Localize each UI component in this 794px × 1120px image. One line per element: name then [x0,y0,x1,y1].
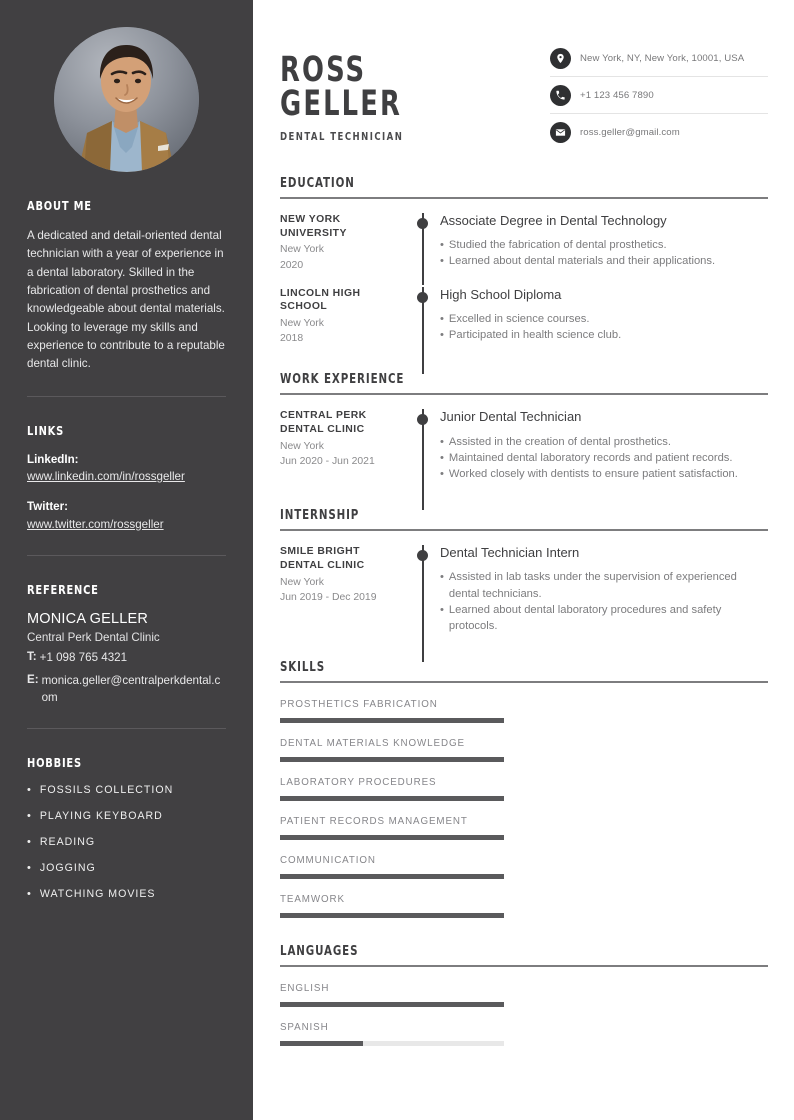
contact-address: New York, NY, New York, 10001, USA [580,53,745,64]
bar-track [280,1002,504,1007]
bar-label: COMMUNICATION [280,855,376,867]
entry-organization: LINCOLN HIGH SCHOOL [280,287,361,313]
timeline-dot-icon [417,218,428,229]
bar-track [280,835,504,840]
entry-point-text: Participated in health science club. [448,329,622,342]
reference-section [27,582,226,706]
main-content [253,0,794,1120]
entry-title: Associate Degree in Dental Technology [440,213,667,228]
bullet-icon: • [440,239,444,252]
entry-points [440,237,768,269]
phone-icon [550,85,571,106]
entry-point-text: Learned about dental laboratory procedures and safety protocols. [448,603,722,633]
photo-container [27,0,226,172]
entry-point-text: Excelled in science courses. [448,312,590,325]
sidebar-divider-1 [27,396,226,397]
job-role: DENTAL TECHNICIAN [280,130,404,144]
contact-row-address [550,40,768,77]
entry-title: High School Diploma [440,286,562,302]
timeline-marker [408,213,438,273]
work-experience-section [280,372,768,482]
reference-phone-row [27,650,226,667]
envelope-icon [550,122,571,143]
languages-list [280,983,768,1046]
bar-track [280,874,504,879]
hobby-item [27,836,226,848]
bar-item [280,894,504,918]
bar-fill [280,718,504,723]
link-item-linkedin [27,451,226,486]
education-heading: EDUCATION [280,176,355,191]
internship-heading: INTERNSHIP [280,508,360,524]
link-label: LinkedIn: [27,452,79,466]
entry-points [440,311,768,343]
entry-meta [280,409,408,482]
entry-organization: CENTRAL PERK DENTAL CLINIC [280,410,367,435]
avatar [54,27,199,172]
hobby-label: READING [39,836,96,849]
work-experience-heading: WORK EXPERIENCE [280,372,405,388]
bar-label: PROSTHETICS FABRICATION [280,699,438,711]
education-section [280,176,768,346]
bullet-icon: • [440,312,444,325]
hobby-item [27,784,226,796]
entry-title: Dental Technician Intern [440,545,580,561]
work-experience-entries [280,409,768,482]
hobby-label: PLAYING KEYBOARD [39,810,163,823]
hobby-item [27,810,226,822]
bar-label: ENGLISH [280,983,330,995]
about-me-text: A dedicated and detail-oriented dental technician with a year of experience in a dental laboratory. Skilled in the fabrication of dental prosthetics and knowledgeable about dental materials. Looking to leverage my skills and experience to contribute to a reputable dental clinic. [27,229,225,371]
timeline-entry [280,287,768,347]
internship-section [280,508,768,634]
about-me-section [27,198,226,374]
bullet-icon: • [440,329,444,342]
skills-section [280,660,768,918]
entry-point-text: Worked closely with dentists to ensure patient satisfaction. [448,467,738,480]
entry-location: New York [280,318,324,330]
hobby-label: JOGGING [39,862,96,875]
timeline-entry [280,409,768,482]
timeline-dot-icon [417,292,428,303]
location-pin-icon [550,48,571,69]
bar-item [280,699,504,723]
timeline-entry [280,213,768,273]
entry-body [438,287,768,347]
entry-meta [280,213,408,273]
internship-entries [280,545,768,634]
bar-label: DENTAL MATERIALS KNOWLEDGE [280,738,465,750]
entry-point [440,311,768,327]
reference-phone-value: +1 098 765 4321 [39,651,128,665]
bullet-icon: • [27,888,32,901]
last-name: GELLER [280,83,403,124]
hobbies-section [27,755,226,900]
entry-point-text: Studied the fabrication of dental prosthetics. [448,239,667,252]
hobby-item [27,862,226,874]
link-label: Twitter: [27,500,69,514]
sidebar-divider-3 [27,728,226,729]
links-section [27,423,226,534]
bar-label: SPANISH [280,1022,329,1034]
reference-organization: Central Perk Dental Clinic [27,631,160,645]
section-rule [280,965,768,967]
entry-meta [280,545,408,634]
name-block [280,36,429,143]
timeline-entry [280,545,768,634]
bar-item [280,738,504,762]
entry-body [438,545,768,634]
entry-point-text: Learned about dental materials and their applications. [448,255,716,268]
timeline-marker [408,287,438,347]
bar-item [280,777,504,801]
entry-date: Jun 2019 - Dec 2019 [280,591,377,603]
entry-organization: SMILE BRIGHT DENTAL CLINIC [280,546,365,571]
bullet-icon: • [440,571,444,584]
reference-name: MONICA GELLER [27,611,149,628]
entry-date: Jun 2020 - Jun 2021 [280,455,375,467]
link-item-twitter [27,498,226,533]
bar-fill [280,1002,504,1007]
sidebar [0,0,253,1120]
bar-label: LABORATORY PROCEDURES [280,777,437,789]
timeline-marker [408,409,438,482]
timeline-marker [408,545,438,634]
bar-fill [280,874,504,879]
bar-fill [280,913,504,918]
bullet-icon: • [440,451,444,464]
entry-title: Junior Dental Technician [440,409,582,425]
reference-phone-key: T: [27,650,37,664]
entry-point-text: Maintained dental laboratory records and patient records. [448,451,733,464]
contact-row-phone [550,77,768,114]
entry-date: 2018 [280,333,304,345]
bar-track [280,1041,504,1046]
languages-heading: LANGUAGES [280,944,359,960]
first-name: ROSS [280,50,367,90]
entry-location: New York [280,440,324,452]
header [280,36,768,150]
reference-heading: REFERENCE [27,582,99,598]
section-rule [280,197,768,199]
contact-email: ross.geller@gmail.com [580,127,680,138]
entry-point [440,569,768,601]
entry-point [440,602,768,634]
entry-points [440,434,768,483]
hobby-label: FOSSILS COLLECTION [39,784,174,797]
bar-fill [280,757,504,762]
link-url-linkedin[interactable]: www.linkedin.com/in/rossgeller [27,469,185,483]
entry-points [440,569,768,634]
entry-location: New York [280,244,324,256]
entry-body [438,409,768,482]
bar-track [280,913,504,918]
entry-point [440,434,768,450]
timeline-dot-icon [417,550,428,561]
entry-body [438,213,768,273]
hobby-item [27,888,226,900]
entry-point [440,450,768,466]
contact-list [550,36,768,150]
bar-label: PATIENT RECORDS MANAGEMENT [280,816,468,828]
reference-email-key: E: [27,672,39,686]
entry-point-text: Assisted in the creation of dental prosthetics. [448,435,671,448]
skills-list [280,699,768,918]
bar-fill [280,1041,363,1046]
bullet-icon: • [440,255,444,268]
bullet-icon: • [27,810,32,823]
section-rule [280,393,768,395]
reference-email-row [27,673,226,707]
bar-item [280,1022,504,1046]
bullet-icon: • [440,467,444,480]
links-heading: LINKS [27,422,65,438]
bar-track [280,718,504,723]
bar-track [280,757,504,762]
about-me-heading: ABOUT ME [27,198,92,213]
bar-item [280,816,504,840]
hobbies-list [27,784,226,900]
bullet-icon: • [440,435,444,448]
timeline-line [422,545,424,662]
bar-fill [280,796,504,801]
entry-point [440,327,768,343]
hobbies-heading: HOBBIES [27,755,82,771]
bullet-icon: • [27,836,32,849]
bar-item [280,983,504,1007]
entry-organization: NEW YORK UNIVERSITY [280,214,347,239]
section-rule [280,681,768,683]
entry-date: 2020 [280,259,304,271]
languages-section [280,944,768,1046]
contact-row-email [550,114,768,150]
sidebar-divider-2 [27,555,226,556]
portrait-illustration [54,27,199,172]
bar-track [280,796,504,801]
bar-item [280,855,504,879]
entry-point-text: Assisted in lab tasks under the supervision of experienced dental technicians. [448,571,737,600]
bullet-icon: • [27,862,32,875]
entry-point [440,237,768,253]
entry-point [440,253,768,269]
entry-location: New York [280,576,324,588]
hobby-label: WATCHING MOVIES [39,888,156,901]
bullet-icon: • [27,784,32,797]
entry-meta [280,287,408,347]
skills-heading: SKILLS [280,660,326,676]
bar-label: TEAMWORK [280,894,345,906]
timeline-dot-icon [417,414,428,425]
contact-phone: +1 123 456 7890 [580,90,654,101]
link-url-twitter[interactable]: www.twitter.com/rossgeller [27,517,164,531]
bullet-icon: • [440,603,444,616]
bar-fill [280,835,504,840]
education-entries [280,213,768,346]
entry-point [440,466,768,482]
reference-email-value: monica.geller@centralperkdental.com [41,673,221,704]
section-rule [280,529,768,531]
